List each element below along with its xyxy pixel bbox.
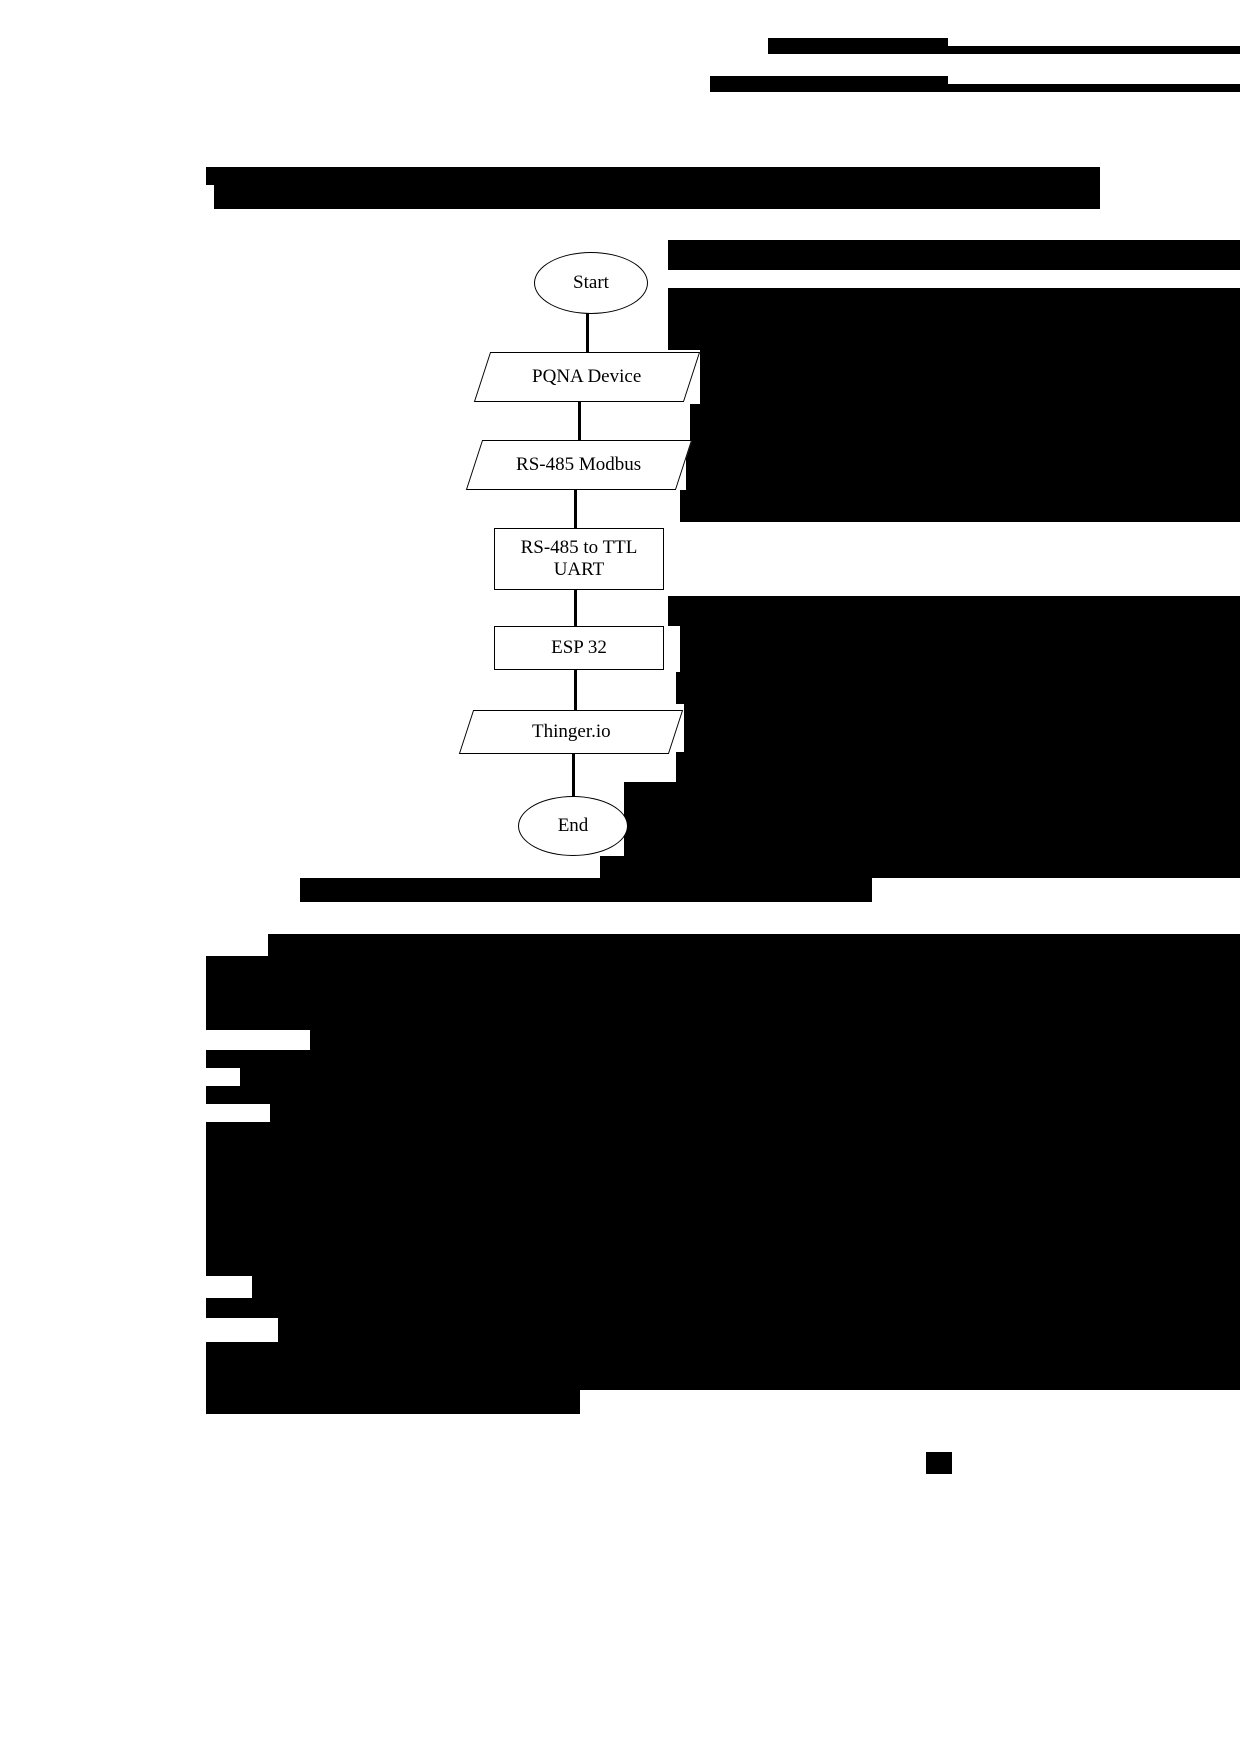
redacted-block-footer-0 [926, 1452, 952, 1474]
edge-start-to-pqna [586, 310, 589, 358]
redacted-block-body-23 [240, 1342, 1240, 1366]
redacted-block-header-1 [948, 46, 1240, 54]
flow-node-start-label: Start [573, 272, 609, 294]
redacted-block-body-0 [268, 934, 1240, 956]
flow-node-pqna-device-label: PQNA Device [532, 366, 642, 388]
redacted-block-body-18 [364, 1252, 1240, 1276]
flow-node-esp32-label: ESP 32 [551, 637, 607, 659]
redacted-block-figure_area-10 [676, 752, 1240, 782]
redacted-block-body-1 [206, 956, 1240, 990]
edge-rs485-to-ttl [574, 488, 577, 528]
redacted-block-title-1 [214, 167, 1100, 209]
redacted-block-body-19 [252, 1276, 1240, 1298]
redacted-block-body-3 [240, 990, 1240, 1012]
redacted-block-body-20 [206, 1298, 1240, 1318]
flow-node-thinger-io-label: Thinger.io [531, 721, 611, 743]
edge-pqna-to-rs485 [578, 400, 581, 444]
redacted-block-body-17 [206, 1252, 364, 1276]
flow-node-rs485-to-ttl-uart [494, 528, 664, 590]
edge-ttl-to-esp32 [574, 588, 577, 626]
redacted-block-header-3 [782, 76, 948, 92]
redacted-block-body-11 [206, 1122, 1240, 1142]
redacted-block-figure_area-2 [700, 350, 1240, 404]
redacted-block-header-4 [948, 84, 1240, 92]
edge-thinger-to-end [572, 752, 575, 800]
redacted-block-body-15 [240, 1204, 1240, 1228]
redacted-block-body-24 [206, 1366, 1240, 1390]
redacted-block-figure_area-5 [680, 490, 1240, 522]
redacted-block-figure_area-12 [600, 856, 1240, 878]
flow-node-end-label: End [557, 815, 589, 837]
redacted-block-title-0 [206, 167, 214, 185]
redacted-block-body-21 [278, 1318, 1240, 1342]
redacted-block-figure_area-9 [684, 704, 1240, 752]
redacted-block-figure_area-3 [690, 404, 1240, 440]
edge-esp32-to-thinger [574, 668, 577, 710]
flow-node-start [534, 252, 648, 314]
redacted-block-figure_area-6 [668, 596, 1240, 626]
redacted-block-figure_area-13 [300, 878, 872, 902]
flow-node-pqna-device [474, 352, 700, 402]
redacted-block-figure_area-7 [680, 626, 1240, 672]
flow-node-end [518, 796, 628, 856]
flow-node-esp32 [494, 626, 664, 670]
redacted-block-figure_area-4 [686, 440, 1240, 490]
redacted-block-header-2 [710, 76, 782, 92]
redacted-block-header-0 [768, 38, 948, 54]
flow-node-rs485-modbus [466, 440, 692, 490]
redacted-block-figure_area-11 [624, 782, 1240, 856]
redacted-block-figure_area-8 [676, 672, 1240, 704]
redacted-block-body-25 [206, 1390, 580, 1414]
flow-node-rs485-modbus-label: RS-485 Modbus [516, 454, 642, 476]
redacted-block-body-12 [206, 1142, 1240, 1174]
redacted-block-body-13 [206, 1174, 1240, 1204]
redacted-block-body-16 [206, 1228, 1240, 1252]
redacted-block-body-10 [270, 1100, 1240, 1122]
redacted-block-figure_area-1 [668, 288, 1240, 350]
redacted-block-body-5 [310, 1020, 1240, 1050]
redacted-block-figure_area-0 [668, 240, 1240, 270]
flow-node-thinger-io [459, 710, 683, 754]
flow-node-rs485-to-ttl-uart-label: RS-485 to TTL UART [520, 537, 638, 580]
